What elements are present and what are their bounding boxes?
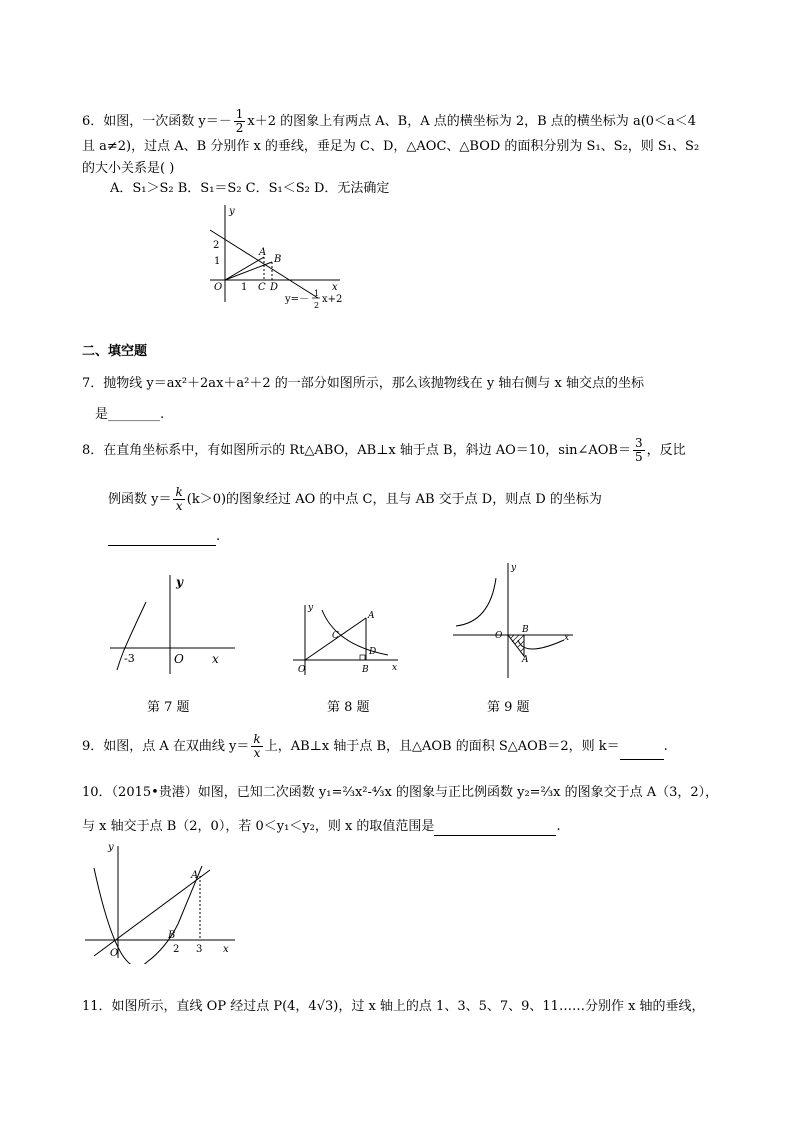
q6-fig-fd: 2 (314, 301, 320, 310)
q8-k: k (175, 485, 183, 499)
q8-line2 (108, 486, 602, 513)
fig8 (288, 600, 408, 685)
q9-end: . (663, 739, 668, 754)
fig8-d: D (369, 647, 377, 657)
q9-x: x (253, 746, 261, 760)
q7-line2: 是________. (95, 407, 165, 422)
fig7-x: x (212, 652, 219, 666)
fig9-a: A (522, 655, 529, 665)
q6-fig-b: B (274, 254, 282, 265)
fig9-x: x (564, 633, 570, 643)
q6-fig-2: 2 (213, 240, 220, 251)
q6-fig-tick1: 1 (241, 282, 248, 293)
q10-text-a: 与 x 轴交于点 B（2，0），若 0＜y₁＜y₂，则 x 的取值范围是 (82, 819, 435, 834)
fig9-o: O (495, 631, 503, 641)
fig9-caption: 第 9 题 (487, 700, 530, 715)
fig8-b: B (362, 665, 369, 675)
q10-fig-3: 3 (196, 944, 203, 955)
q9-k: k (253, 732, 261, 746)
q8-text-c: 例函数 y＝ (108, 492, 172, 507)
q10-line2 (82, 818, 561, 836)
q6-options: A．S₁＞S₂ B．S₁＝S₂ C．S₁＜S₂ D．无法确定 (110, 181, 390, 196)
q9-kx-fraction (251, 733, 262, 760)
q8-line3 (108, 528, 220, 546)
q6-fig-y: y (229, 206, 235, 217)
q8-text-a: 8．在直角坐标系中，有如图所示的 Rt△ABO，AB⊥x 轴于点 B，斜边 AO＝10，sin∠AOB＝ (82, 443, 631, 458)
fig8-x: x (392, 663, 398, 673)
q10-fig-2: 2 (173, 944, 180, 955)
q6-fig-a: A (259, 247, 267, 258)
fig8-o: O (298, 665, 306, 675)
section-heading: 二、填空题 (82, 344, 148, 359)
fig7-caption: 第 7 题 (147, 700, 190, 715)
q9-line1 (82, 733, 668, 760)
q6-fig-fn: 1 (314, 289, 320, 298)
fig7-n3: -3 (124, 652, 135, 665)
fig8-c: C (332, 631, 339, 641)
q6-frac-num: 1 (235, 107, 244, 121)
fig8-y: y (308, 603, 314, 613)
q8-sin-num: 3 (634, 436, 643, 450)
q10-answer-blank[interactable] (434, 835, 556, 836)
fig9-y: y (511, 563, 517, 573)
q6-fig-eq2: x+2 (322, 294, 343, 305)
q6-text-a: 6．如图，一次函数 y＝－ (82, 114, 232, 129)
fig8-a: A (368, 611, 375, 621)
q11-line1: 11．如图所示，直线 OP 经过点 P(4，4√3)，过 x 轴上的点 1、3、5、7、9、11……分别作 x 轴的垂线， (82, 999, 705, 1014)
q8-line1 (82, 437, 686, 464)
q6-figure (200, 200, 360, 320)
q8-sin-fraction (633, 437, 645, 464)
q10-fig-a: A (191, 870, 199, 881)
q10-end: . (556, 819, 561, 834)
q8-x: x (175, 499, 183, 513)
fig9-b: B (522, 625, 529, 635)
q6-line1 (82, 108, 696, 135)
q6-line2: 且 a≠2)，过点 A、B 分别作 x 的垂线，垂足为 C、D，△AOC、△BOD 的面积分别为 S₁、S₂，则 S₁、S₂ (82, 139, 700, 154)
q7-line1: 7．抛物线 y＝ax²＋2ax＋a²＋2 的一部分如图所示，那么该抛物线在 y 轴右侧与 x 轴交点的坐标 (82, 376, 644, 391)
fig8-caption: 第 8 题 (327, 700, 370, 715)
q8-sin-den: 5 (634, 450, 643, 464)
q9-answer-blank[interactable] (620, 759, 664, 760)
q6-frac-den: 2 (235, 121, 244, 135)
q9-text-b: 上，AB⊥x 轴于点 B，且△AOB 的面积 S△AOB＝2，则 k＝ (264, 739, 620, 754)
q6-fig-d: D (270, 282, 279, 293)
q6-fig-eq1: y=－ (285, 294, 310, 305)
q10-line1: 10．（2015•贵港）如图，已知二次函数 y₁=⅔x²-⁴⁄₃x 的图象与正比例函数 y₂=⅔x 的图象交于点 A（3，2）， (82, 785, 719, 800)
fig7 (100, 570, 240, 680)
q6-fig-c: C (258, 282, 266, 293)
q10-fig-o: O (110, 948, 119, 959)
fig7-y: y (176, 575, 183, 589)
fig7-o: O (174, 652, 184, 666)
q10-fig-x: x (223, 944, 229, 955)
q6-fig-o: O (214, 282, 223, 293)
q8-kx-fraction (173, 486, 184, 513)
q8-text-b: ，反比 (646, 443, 686, 458)
q6-fraction (234, 108, 246, 135)
q6-line3: 的大小关系是( ) (82, 161, 175, 176)
q10-fig-b: B (168, 930, 176, 941)
fig9 (448, 558, 578, 688)
q6-fig-1: 1 (214, 256, 221, 267)
q6-fig-x: x (332, 282, 338, 293)
q10-figure (80, 838, 240, 964)
q10-fig-y: y (108, 842, 114, 853)
q8-end: . (216, 529, 221, 544)
q6-text-b: x＋2 的图象上有两点 A、B，A 点的横坐标为 2，B 点的横坐标为 a(0＜a＜4 (247, 114, 697, 129)
q8-text-d: (k＞0)的图象经过 AO 的中点 C，且与 AB 交于点 D，则点 D 的坐标为 (186, 492, 602, 507)
q9-text-a: 9．如图，点 A 在双曲线 y＝ (82, 739, 250, 754)
q8-answer-blank[interactable] (108, 545, 216, 546)
